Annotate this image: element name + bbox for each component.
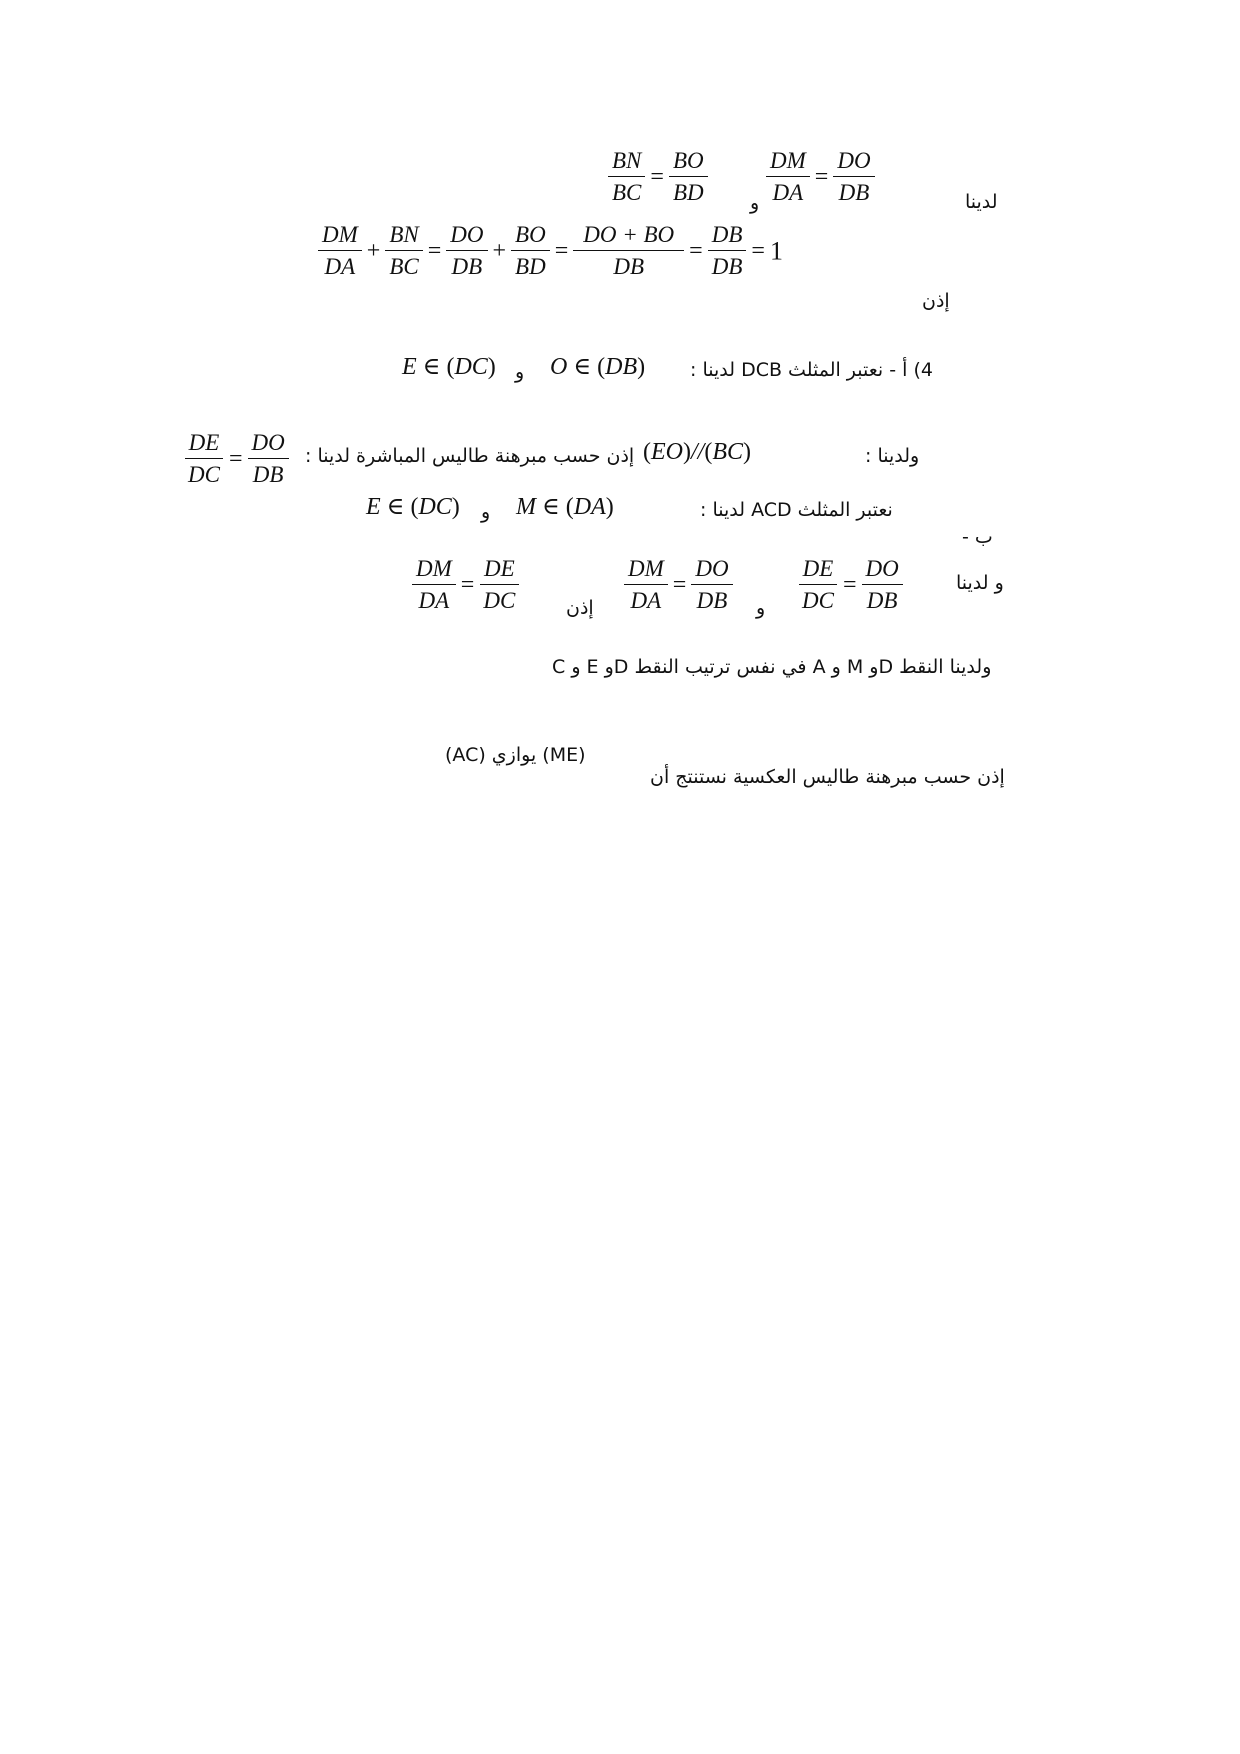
fraction: $\frac{BN}{BC}$ bbox=[385, 222, 422, 281]
conjunction-wa: و bbox=[756, 597, 766, 619]
fraction: $\frac{DO}{DB}$ bbox=[862, 556, 903, 615]
equation-dm-do: $\frac{DM}{DA}$ = $\frac{DO}{DB}$ bbox=[766, 148, 875, 207]
partb-label: نعتبر المثلث ACD لدينا : bbox=[700, 499, 893, 521]
membership-e-dc: E ∈ (DC) bbox=[402, 354, 496, 380]
equation-dm-do-2: $\frac{DM}{DA}$ = $\frac{DO}{DB}$ bbox=[624, 556, 733, 615]
fraction: $\frac{DM}{DA}$ bbox=[624, 556, 668, 615]
lead-wa-ladayna: و لدينا bbox=[956, 572, 1004, 594]
parallel-eo-bc: (EO)//(BC) bbox=[643, 439, 752, 465]
fraction: $\frac{DE}{DC}$ bbox=[798, 556, 838, 615]
fraction: $\frac{DE}{DC}$ bbox=[479, 556, 519, 615]
membership-o-db: O ∈ (DB) bbox=[550, 354, 646, 380]
part4a-label: 4) أ - نعتبر المثلث DCB لدينا : bbox=[690, 359, 933, 381]
equation-de-do: $\frac{DE}{DC}$ = $\frac{DO}{DB}$ bbox=[184, 430, 289, 489]
lead-idhan-1: إذن bbox=[922, 290, 950, 312]
equation-de-do-2: $\frac{DE}{DC}$ = $\frac{DO}{DB}$ bbox=[798, 556, 903, 615]
fraction: $\frac{DO}{DB}$ bbox=[691, 556, 732, 615]
lead-idhan-2: إذن bbox=[566, 597, 594, 619]
sum-equation: $\frac{DM}{DA}$ + $\frac{BN}{BC}$ = $\frac{DO}{DB}$ + $\frac{BO}{BD}$ = $\frac{DO + BO}{DB}$ = $\frac{DB}{DB}$ = 1 bbox=[318, 222, 783, 281]
fraction: $\frac{DB}{DB}$ bbox=[708, 222, 747, 281]
conclusion-text: إذن حسب مبرهنة طاليس العكسية نستنتج أن bbox=[650, 766, 1005, 788]
fraction: $\frac{DO + BO}{DB}$ bbox=[573, 222, 684, 281]
fraction: $\frac{DE}{DC}$ bbox=[184, 430, 224, 489]
fraction: $\frac{DO}{DB}$ bbox=[446, 222, 487, 281]
conjunction-wa: و bbox=[515, 361, 525, 383]
fraction: $\frac{BN}{BC}$ bbox=[608, 148, 645, 207]
fraction: $\frac{DM}{DA}$ bbox=[318, 222, 362, 281]
partb-sub: ب - bbox=[962, 526, 993, 548]
fraction: $\frac{DO}{DB}$ bbox=[248, 430, 289, 489]
fraction: $\frac{DM}{DA}$ bbox=[412, 556, 456, 615]
membership-m-da: M ∈ (DA) bbox=[516, 494, 614, 520]
equation-dm-de: $\frac{DM}{DA}$ = $\frac{DE}{DC}$ bbox=[412, 556, 519, 615]
fraction: $\frac{BO}{BD}$ bbox=[511, 222, 550, 281]
fraction: $\frac{DM}{DA}$ bbox=[766, 148, 810, 207]
conjunction-wa: و bbox=[750, 192, 760, 214]
fraction: $\frac{BO}{BD}$ bbox=[669, 148, 708, 207]
order-statement: ولدينا النقط Dو M و A في نفس ترتيب النقط Dو E و C bbox=[552, 656, 992, 678]
lead-ladayna-1: لدينا bbox=[965, 191, 998, 213]
fraction: $\frac{DO}{DB}$ bbox=[833, 148, 874, 207]
membership-e-dc-2: E ∈ (DC) bbox=[366, 494, 460, 520]
equation-bn-bo: $\frac{BN}{BC}$ = $\frac{BO}{BD}$ bbox=[608, 148, 708, 207]
conclusion-statement: (ME) يوازي (AC) bbox=[445, 744, 586, 766]
thales-direct-text: إذن حسب مبرهنة طاليس المباشرة لدينا : bbox=[305, 445, 635, 467]
result-one: 1 bbox=[769, 236, 783, 266]
conjunction-wa: و bbox=[481, 501, 491, 523]
lead-walladayna: ولدينا : bbox=[865, 445, 920, 467]
